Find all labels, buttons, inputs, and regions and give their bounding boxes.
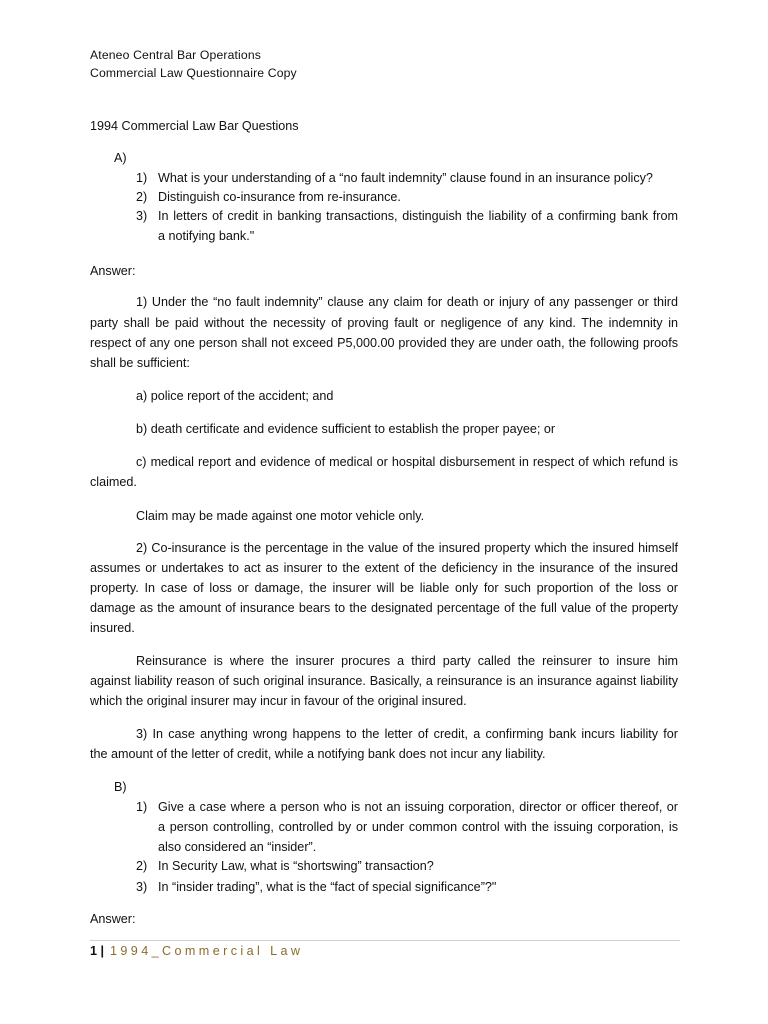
answer-1-claim-note: Claim may be made against one motor vehicle only. — [136, 509, 425, 523]
footer-title: 1994_Commercial Law — [110, 944, 304, 958]
answer-3-line-2: the amount of the letter of credit, while a notifying bank does not incur any liability. — [90, 747, 546, 761]
answer-2-line-3: property. In case of loss or damage, the insurer will be liable only for such proportion of the loss or — [90, 581, 678, 595]
answer-1-line-4: shall be sufficient: — [90, 356, 190, 370]
question-a3-text-line-1: In letters of credit in banking transactions, distinguish the liability of a confirming bank from — [158, 209, 678, 223]
section-b-label: B) — [114, 780, 127, 794]
answer-1-line-2: party shall be paid without the necessity of proving fault or negligence of any kind. The indemnity in — [90, 316, 678, 330]
question-b3-number: 3) — [136, 880, 148, 894]
answer-2-line-5: insured. — [90, 621, 135, 635]
answer-label-a: Answer: — [90, 264, 136, 278]
answer-1-item-a: a) police report of the accident; and — [136, 389, 334, 403]
answer-1-item-c-line-2: claimed. — [90, 475, 137, 489]
question-a3-text-line-2: a notifying bank." — [158, 229, 255, 243]
answer-2-line-2: assumes or undertakes to act as insurer to the extent of the deficiency in the insurance of the insured — [90, 561, 678, 575]
answer-2-line-1: 2) Co-insurance is the percentage in the value of the insured property which the insured himself — [136, 541, 678, 555]
reinsurance-line-3: which the original insurer may incur in favour of the original insured. — [90, 694, 467, 708]
question-b3-text: In “insider trading”, what is the “fact of special significance”?" — [158, 880, 497, 894]
reinsurance-line-1: Reinsurance is where the insurer procures a third party called the reinsurer to insure him — [136, 654, 678, 668]
document-title: 1994 Commercial Law Bar Questions — [90, 119, 299, 133]
header-line-2: Commercial Law Questionnaire Copy — [90, 66, 297, 80]
answer-1-item-c-line-1: c) medical report and evidence of medical or hospital disbursement in respect of which refund is — [136, 455, 678, 469]
question-a1-text: What is your understanding of a “no fault indemnity” clause found in an insurance policy? — [158, 171, 653, 185]
footer-divider — [90, 940, 680, 941]
question-a1-number: 1) — [136, 171, 148, 185]
footer-page-number: 1 | — [90, 944, 105, 958]
answer-label-b: Answer: — [90, 912, 136, 926]
question-a3-number: 3) — [136, 209, 148, 223]
question-a2-number: 2) — [136, 190, 148, 204]
header-line-1: Ateneo Central Bar Operations — [90, 48, 262, 62]
section-a-label: A) — [114, 151, 127, 165]
answer-2-line-4: damage as the amount of insurance bears to the designated percentage of the full value of the property — [90, 601, 678, 615]
question-b1-text-line-1: Give a case where a person who is not an issuing corporation, director or officer thereof, or — [158, 800, 678, 814]
question-b1-number: 1) — [136, 800, 148, 814]
question-a2-text: Distinguish co-insurance from re-insurance. — [158, 190, 401, 204]
answer-1-line-1: 1) Under the “no fault indemnity” clause any claim for death or injury of any passenger or third — [136, 295, 678, 309]
question-b1-text-line-2: a person controlling, controlled by or under common control with the issuing corporation, is — [158, 820, 678, 834]
question-b2-text: In Security Law, what is “shortswing” transaction? — [158, 859, 434, 873]
question-b2-number: 2) — [136, 859, 148, 873]
reinsurance-line-2: against liability reason of such original insurance. Basically, a reinsurance is an insurance against liability — [90, 674, 678, 688]
answer-1-item-b: b) death certificate and evidence sufficient to establish the proper payee; or — [136, 422, 556, 436]
question-b1-text-line-3: also considered an “insider”. — [158, 840, 317, 854]
answer-3-line-1: 3) In case anything wrong happens to the letter of credit, a confirming bank incurs liability for — [136, 727, 678, 741]
answer-1-line-3: respect of any one person shall not exceed P5,000.00 provided they are under oath, the following proofs — [90, 336, 678, 350]
